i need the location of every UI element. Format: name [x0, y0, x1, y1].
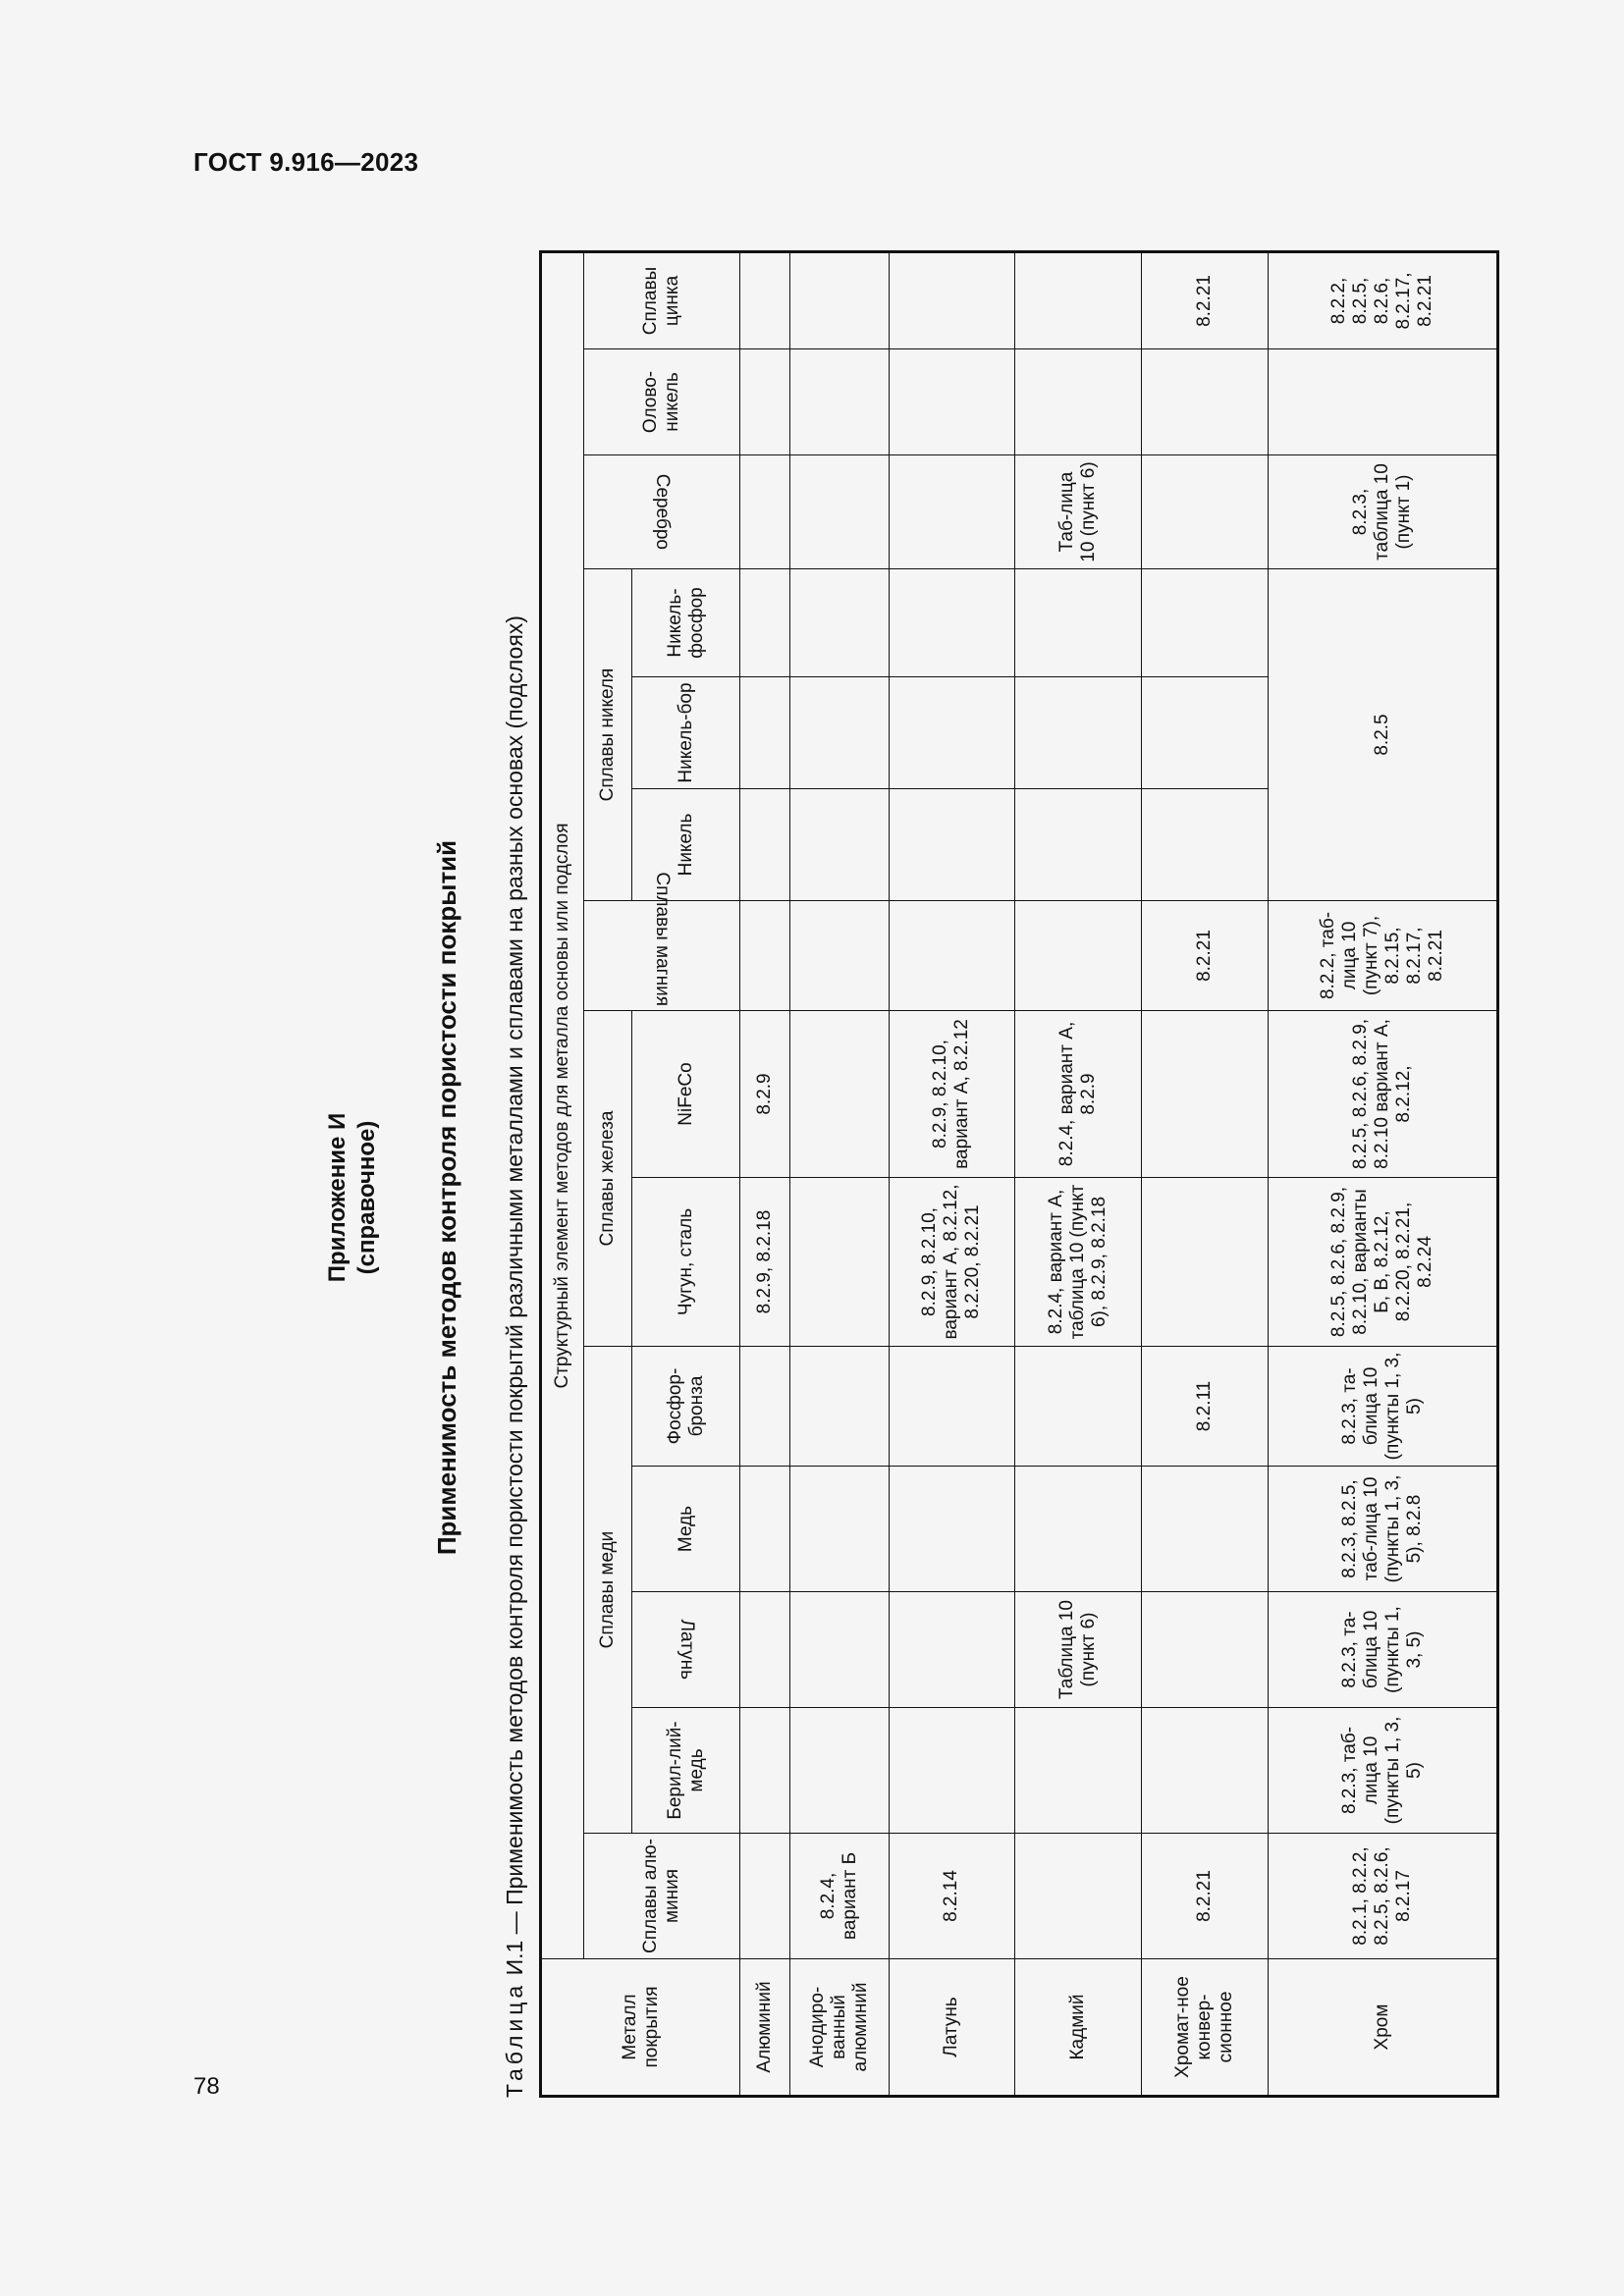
corner-header: Металл покрытия — [541, 1959, 740, 2097]
row-metal: Хромат-ное конвер-сионное — [1142, 1959, 1269, 2097]
table-row — [740, 251, 789, 2096]
table-cell — [1015, 251, 1142, 348]
table-caption-text: И.1 — Применимость методов контроля пористости покрытий различными металлами и сплавами на разных основах (подслоях) — [502, 615, 527, 1976]
table-cell — [889, 901, 1015, 1011]
table-cell: 8.2.4, вариант А, таблица 10 (пункт 6), 8.2.9, 8.2.18 — [1015, 1178, 1142, 1347]
table-cell: 8.2.5, 8.2.6, 8.2.9, 8.2.10 вариант А, 8.2.12, — [1269, 1011, 1498, 1178]
table-cell: 8.2.11 — [1142, 1347, 1269, 1467]
table-cell — [1015, 569, 1142, 677]
table-cell — [889, 251, 1015, 348]
table-cell — [1015, 349, 1142, 455]
table-cell: 8.2.9, 8.2.10, вариант А, 8.2.12, 8.2.20, 8.2.21 — [889, 1178, 1015, 1347]
table-cell: 8.2.2, таб-лица 10 (пункт 7), 8.2.15, 8.2.17, 8.2.21 — [1269, 901, 1498, 1011]
table-cell — [1142, 677, 1269, 789]
table-cell — [1015, 1834, 1142, 1959]
table-cell — [889, 569, 1015, 677]
table-cell — [740, 677, 789, 789]
appendix-title: Приложение И — [324, 1112, 351, 1283]
table-row — [789, 251, 889, 2096]
table-cell: Таб-лица 10 (пункт 6) — [1015, 455, 1142, 569]
table-cell — [889, 1708, 1015, 1834]
row-metal: Кадмий — [1015, 1959, 1142, 2097]
col-tin-nickel: Олово-никель — [584, 349, 740, 455]
table-cell: 8.2.21 — [1142, 901, 1269, 1011]
table-cell — [1015, 1347, 1142, 1467]
table-cell — [740, 569, 789, 677]
table-cell: 8.2.3, 8.2.5, таб-лица 10 (пункты 1, 3, 5), 8.2.8 — [1269, 1467, 1498, 1592]
col-copper: Медь — [631, 1467, 740, 1592]
table-cell: 8.2.4, вариант Б — [789, 1834, 889, 1959]
table-cell — [789, 1347, 889, 1467]
table-cell — [740, 901, 789, 1011]
table-cell — [1142, 1708, 1269, 1834]
table-caption-label: Таблица — [502, 1981, 527, 2098]
appendix-heading — [323, 216, 382, 2179]
table-cell — [789, 1592, 889, 1708]
col-zinc-alloys: Сплавы цинка — [584, 251, 740, 348]
table-row — [889, 251, 1015, 2096]
table-cell-nickel-merged: 8.2.5 — [1269, 569, 1498, 901]
table-cell — [1142, 1592, 1269, 1708]
col-nickel-phosphorus: Никель-фосфор — [631, 569, 740, 677]
col-magnesium-alloys-label: Сплавы магния — [652, 872, 674, 1006]
table-cell — [1142, 1467, 1269, 1592]
col-silver — [584, 455, 740, 569]
table-cell: 8.2.5, 8.2.6, 8.2.9, 8.2.10, варианты Б, В, 8.2.12, 8.2.20, 8.2.21, 8.2.24 — [1269, 1178, 1498, 1347]
table-cell — [1142, 1011, 1269, 1178]
table-cell: 8.2.3, та-блица 10 (пункты 1, 3, 5) — [1269, 1592, 1498, 1708]
table-cell — [789, 455, 889, 569]
row-metal: Алюминий — [740, 1959, 789, 2097]
table-cell: Таблица 10 (пункт 6) — [1015, 1592, 1142, 1708]
table-cell — [740, 789, 789, 901]
table-cell — [789, 1011, 889, 1178]
row-metal: Анодиро-ванный алюминий — [789, 1959, 889, 2097]
rotated-content — [311, 216, 1447, 2179]
subgroup-copper: Сплавы меди — [584, 1347, 631, 1834]
table-cell — [1142, 789, 1269, 901]
row-metal: Хром — [1269, 1959, 1498, 2097]
table-cell — [789, 1178, 889, 1347]
col-beryllium-copper: Берил-лий-медь — [631, 1708, 740, 1834]
table-cell — [889, 789, 1015, 901]
table-cell — [1015, 901, 1142, 1011]
table-row — [1269, 251, 1498, 2096]
table-cell: 8.2.14 — [889, 1834, 1015, 1959]
table-cell: 8.2.3, та-блица 10 (пункты 1, 3, 5) — [1269, 1347, 1498, 1467]
col-brass — [631, 1592, 740, 1708]
table-cell — [740, 1467, 789, 1592]
table-cell: 8.2.9, 8.2.10, вариант А, 8.2.12 — [889, 1011, 1015, 1178]
table-cell — [789, 677, 889, 789]
standard-number: ГОСТ 9.916—2023 — [193, 147, 419, 177]
table-cell — [740, 455, 789, 569]
col-phosphor-bronze: Фосфор-бронза — [631, 1347, 740, 1467]
page-title: Применимость методов контроля пористости покрытий — [432, 839, 461, 1556]
table-cell: 8.2.9, 8.2.18 — [740, 1178, 789, 1347]
table-cell — [889, 455, 1015, 569]
table-cell — [789, 251, 889, 348]
table-cell — [789, 1467, 889, 1592]
table-cell — [1269, 349, 1498, 455]
col-nickel: Никель — [631, 789, 740, 901]
table-cell: 8.2.1, 8.2.2, 8.2.5, 8.2.6, 8.2.17 — [1269, 1834, 1498, 1959]
table-cell — [889, 349, 1015, 455]
table-cell: 8.2.9 — [740, 1011, 789, 1178]
col-nifeco: NiFeCo — [631, 1011, 740, 1178]
table-caption — [502, 615, 528, 2098]
table-cell — [1015, 1467, 1142, 1592]
table-row — [1142, 251, 1269, 2096]
table-cell — [740, 1592, 789, 1708]
table-cell — [740, 1708, 789, 1834]
table-cell: 8.2.21 — [1142, 1834, 1269, 1959]
table-cell — [889, 677, 1015, 789]
table-cell — [740, 1834, 789, 1959]
table-cell: 8.2.3, таблица 10 (пункт 1) — [1269, 455, 1498, 569]
subgroup-iron: Сплавы железа — [584, 1011, 631, 1347]
col-magnesium-alloys — [584, 872, 740, 1011]
header-row-2 — [584, 251, 631, 2096]
col-cast-iron-steel: Чугун, сталь — [631, 1178, 740, 1347]
table-cell — [889, 1347, 1015, 1467]
table-cell — [889, 1467, 1015, 1592]
table-cell — [740, 251, 789, 348]
table-cell: 8.2.4, вариант А, 8.2.9 — [1015, 1011, 1142, 1178]
table-row — [1015, 251, 1142, 2096]
table-cell — [1142, 455, 1269, 569]
table-cell — [1015, 789, 1142, 901]
page-number: 78 — [193, 2073, 220, 2100]
table-cell — [1142, 349, 1269, 455]
table-cell — [789, 1708, 889, 1834]
table-cell — [1142, 1178, 1269, 1347]
col-aluminum-alloys: Сплавы алю-миния — [584, 1834, 740, 1959]
table-cell — [1015, 1708, 1142, 1834]
table-cell — [740, 349, 789, 455]
table-cell — [740, 1347, 789, 1467]
table-cell — [1142, 569, 1269, 677]
col-nickel-boron: Никель-бор — [631, 677, 740, 789]
table-cell — [789, 789, 889, 901]
table-cell: 8.2.2, 8.2.5, 8.2.6, 8.2.17, 8.2.21 — [1269, 251, 1498, 348]
subgroup-nickel: Сплавы никеля — [584, 569, 631, 901]
col-silver-label: Серебро — [652, 473, 674, 551]
table-cell — [789, 901, 889, 1011]
table-cell — [789, 569, 889, 677]
header-row-1 — [541, 251, 584, 2096]
table-cell — [1015, 677, 1142, 789]
col-brass-label: Латунь — [676, 1619, 697, 1681]
porosity-methods-table — [539, 250, 1499, 2098]
table-cell: 8.2.3, таб-лица 10 (пункты 1, 3, 5) — [1269, 1708, 1498, 1834]
table-cell: 8.2.21 — [1142, 251, 1269, 348]
group-header: Структурный элемент методов для металла основы или подслоя — [541, 251, 584, 1958]
table-cell — [789, 349, 889, 455]
row-metal: Латунь — [889, 1959, 1015, 2097]
table-cell — [889, 1592, 1015, 1708]
appendix-type: (справочное) — [353, 1120, 380, 1275]
